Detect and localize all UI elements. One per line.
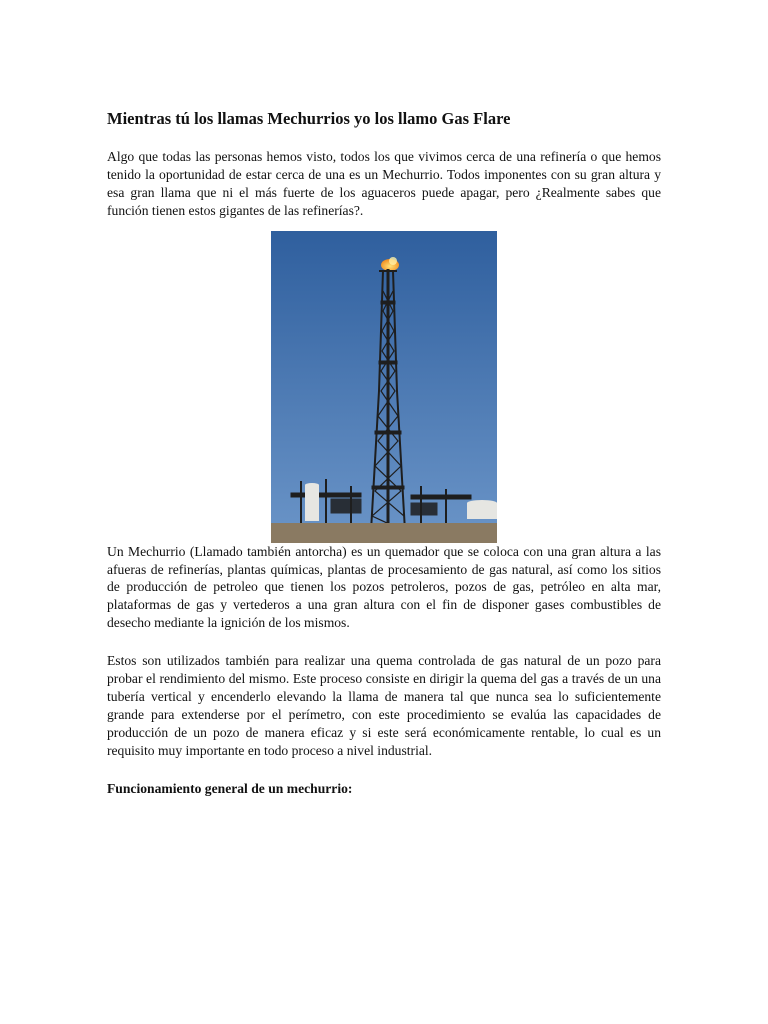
gas-flare-illustration [271,231,497,543]
document-title: Mientras tú los llamas Mechurrios yo los llamo Gas Flare [107,109,511,128]
storage-tank-left [305,485,319,521]
ground [271,523,497,543]
definition-paragraph: Un Mechurrio (Llamado también antorcha) es un quemador que se coloca con una gran altura a las afueras de refinerías, plantas químicas, plantas de procesamiento de gas natural, así como los sitios de producción de petroleo que tienen los pozos petroleros, pozos de gas, petróleo en alta mar, plataformas de gas y vertederos a una gran altura con el fin de disponer gases combustibles de desecho mediante la ignición de los mismos. [107,543,661,631]
document-body [107,108,661,798]
usage-paragraph: Estos son utilizados también para realizar una quema controlada de gas natural de un pozo para probar el rendimiento del mismo. Este proceso consiste en dirigir la quema del gas a través de un una tubería vertical y encenderlo elevando la llama de manera tal que nunca sea lo suficientemente grande para extenderse por el perímetro, con este procedimiento se evalúa las capacidades de producción de un pozo de manera eficaz y si este será económicamente rentable, lo cual es un requisito muy importante en todo proceso a nivel industrial. [107,653,661,758]
intro-paragraph: Algo que todas las personas hemos visto, todos los que vivimos cerca de una refinería o que hemos tenido la oportunidad de estar cerca de una es un Mechurrio. Todos imponentes con su gran altura y esa gran llama que ni el más fuerte de los aguaceros puede apagar, pero ¿Realmente sabes que función tienen estos gigantes de las refinerías?. [107,149,661,218]
gas-flare-photo [271,231,497,543]
section-heading: Funcionamiento general de un mechurrio: [107,780,353,796]
